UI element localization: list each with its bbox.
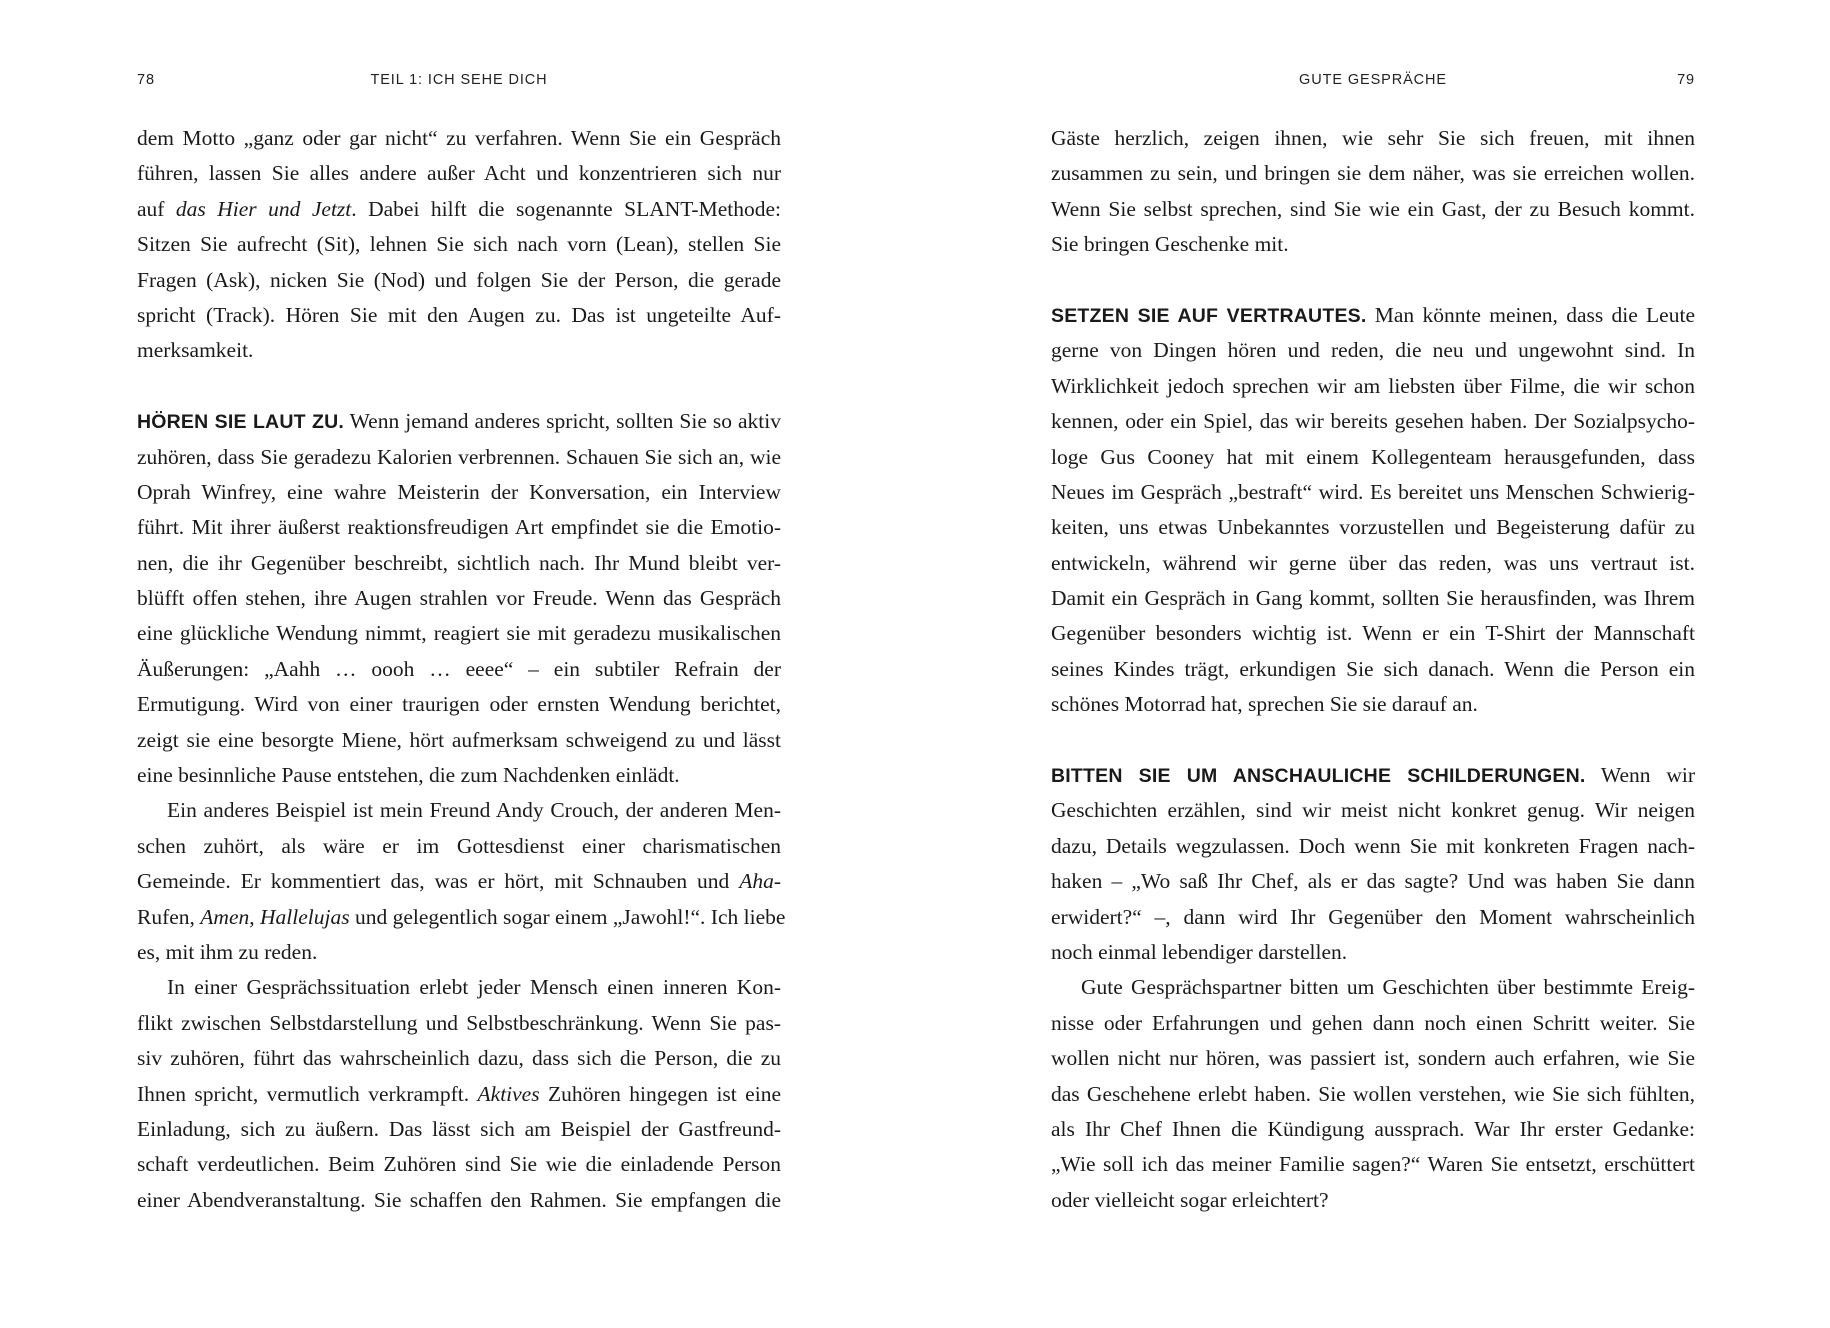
text-run: das Geschehene erlebt haben. Sie wollen verstehen, wie Sie sich fühlten, <box>1051 1081 1695 1106</box>
text-line <box>137 298 781 333</box>
italic-run: Hallelujas <box>260 904 350 929</box>
italic-run: Amen <box>200 904 250 929</box>
text-run: Wenn Sie selbst sprechen, sind Sie wie ein Gast, der zu Besuch kommt. <box>1051 196 1695 221</box>
text-line <box>1051 793 1695 828</box>
text-line <box>1051 333 1695 368</box>
text-run: . Dabei hilft die sogenannte SLANT-Methode: <box>351 196 781 221</box>
text-run: auf <box>137 196 176 221</box>
text-run: Ermutigung. Wird von einer traurigen oder ernsten Wendung berichtet, <box>137 692 781 717</box>
text-line <box>137 864 781 899</box>
text-run: siv zuhören, führt das wahrscheinlich dazu, dass sich die Person, die zu <box>137 1046 781 1071</box>
text-run: wollen nicht nur hören, was passiert ist, sondern auch erfahren, wie Sie <box>1051 1046 1695 1071</box>
text-line <box>1051 121 1695 156</box>
italic-run: Aha <box>739 869 774 894</box>
text-run: - <box>773 869 781 894</box>
text-line <box>137 829 781 864</box>
text-run: Ihnen spricht, vermutlich verkrampft. <box>137 1081 478 1106</box>
text-run: zuhören, dass Sie geradezu Kalorien verbrennen. Schauen Sie sich an, wie <box>137 444 781 469</box>
text-run: Gegenüber besonders wichtig ist. Wenn er ein T-Shirt der Mannschaft <box>1051 621 1695 646</box>
section-heading: BITTEN SIE UM ANSCHAULICHE SCHILDERUNGEN. <box>1051 765 1586 788</box>
page-number: 78 <box>137 72 155 88</box>
text-run: Sitzen Sie aufrecht (Sit), lehnen Sie sich nach vorn (Lean), stellen Sie <box>137 232 781 257</box>
text-line <box>1051 298 1695 333</box>
text-line <box>137 510 781 545</box>
text-run: In einer Gesprächssituation erlebt jeder Mensch einen inneren Kon- <box>167 975 781 1000</box>
text-line <box>137 546 781 581</box>
text-line <box>1051 1112 1695 1147</box>
page-number: 79 <box>1677 72 1695 88</box>
text-run: kennen, oder ein Spiel, das wir bereits gesehen haben. Der Sozialpsycho- <box>1051 409 1695 434</box>
text-line <box>137 900 786 935</box>
running-head <box>1051 72 1695 92</box>
text-run: Oprah Winfrey, eine wahre Meisterin der Konversation, ein Interview <box>137 479 781 504</box>
italic-run: Aktives <box>477 1081 540 1106</box>
text-run: gerne von Dingen hören und reden, die neu und ungewohnt sind. In <box>1051 338 1695 363</box>
text-run: noch einmal lebendiger darstellen. <box>1051 939 1348 964</box>
text-run: erwidert?“ –, dann wird Ihr Gegenüber den Moment wahrscheinlich <box>1051 904 1695 929</box>
text-line <box>1051 440 1695 475</box>
text-line <box>137 970 781 1005</box>
text-run: oder vielleicht sogar erleichtert? <box>1051 1187 1329 1212</box>
text-line <box>137 156 781 191</box>
italic-run: das Hier und Jetzt <box>175 196 352 221</box>
text-line <box>137 581 781 616</box>
text-line <box>1051 900 1695 935</box>
text-run: führen, lassen Sie alles andere außer Acht und konzentrieren sich nur <box>137 161 781 186</box>
text-run: Gemeinde. Er kommentiert das, was er hört, mit Schnauben und <box>137 869 740 894</box>
text-line <box>1051 935 1695 970</box>
text-line <box>137 475 781 510</box>
text-run: schaft verdeutlichen. Beim Zuhören sind Sie wie die einladende Person <box>137 1152 781 1177</box>
text-run: zusammen zu sein, und bringen sie dem näher, was sie erreichen wollen. <box>1051 161 1695 186</box>
blank-line <box>1051 263 1695 298</box>
text-line <box>137 404 781 439</box>
text-run: Man könnte meinen, dass die Leute <box>1366 302 1695 327</box>
text-run: führt. Mit ihrer äußerst reaktionsfreudigen Art empfindet sie die Emotio- <box>137 515 781 540</box>
right-page <box>1051 0 1695 1328</box>
text-line <box>137 793 781 828</box>
text-line <box>137 440 781 475</box>
text-line <box>1051 1041 1695 1076</box>
text-run: Fragen (Ask), nicken Sie (Nod) und folgen Sie der Person, die gerade <box>137 267 781 292</box>
text-line <box>137 1077 781 1112</box>
body-text <box>1051 121 1695 1218</box>
text-run: schönes Motorrad hat, sprechen Sie sie darauf an. <box>1051 692 1478 717</box>
text-line <box>137 1006 781 1041</box>
text-run: „Wie soll ich das meiner Familie sagen?“ Waren Sie entsetzt, erschüttert <box>1051 1152 1695 1177</box>
text-line <box>1051 1006 1695 1041</box>
text-run: flikt zwischen Selbstdarstellung und Selbstbeschränkung. Wenn Sie pas- <box>137 1010 781 1035</box>
text-line <box>137 121 781 156</box>
text-line <box>137 192 781 227</box>
text-run: entwickeln, während wir gerne über das reden, was uns vertraut ist. <box>1051 550 1695 575</box>
text-run: Damit ein Gespräch in Gang kommt, sollten Sie herausfinden, was Ihrem <box>1051 586 1695 611</box>
text-run: dazu, Details wegzulassen. Doch wenn Sie mit konkreten Fragen nach- <box>1051 833 1695 858</box>
text-run: eine glückliche Wendung nimmt, reagiert sie mit geradezu musikalischen <box>137 621 781 646</box>
text-run: Rufen, <box>137 904 201 929</box>
text-run: und gelegentlich sogar einem „Jawohl!“. Ich liebe <box>349 904 786 929</box>
text-line <box>137 227 781 262</box>
blank-line <box>137 369 781 404</box>
text-line <box>137 935 781 970</box>
text-line <box>137 616 781 651</box>
text-line <box>1051 227 1695 262</box>
text-line <box>137 333 781 368</box>
text-run: Gäste herzlich, zeigen ihnen, wie sehr Sie sich freuen, mit ihnen <box>1051 126 1695 150</box>
body-text <box>137 121 786 1218</box>
text-run: keiten, uns etwas Unbekanntes vorzustellen und Begeisterung dafür zu <box>1051 515 1695 540</box>
text-line <box>137 652 781 687</box>
text-run: einer Abendveranstaltung. Sie schaffen den Rahmen. Sie empfangen die <box>137 1187 781 1212</box>
text-line <box>1051 616 1695 651</box>
text-run: spricht (Track). Hören Sie mit den Augen zu. Das ist ungeteilte Auf- <box>137 302 781 327</box>
text-run: nen, die ihr Gegenüber beschreibt, sichtlich nach. Ihr Mund bleibt ver- <box>137 550 781 575</box>
text-run: haken – „Wo saß Ihr Chef, als er das sagte? Und was haben Sie dann <box>1051 869 1695 894</box>
text-line <box>137 758 781 793</box>
section-heading: HÖREN SIE LAUT ZU. <box>137 411 344 434</box>
text-run: Zuhören hingegen ist eine <box>539 1081 781 1106</box>
section-heading: SETZEN SIE AUF VERTRAUTES. <box>1051 304 1367 327</box>
text-run: , <box>249 904 260 929</box>
text-line <box>1051 1147 1695 1182</box>
running-head-title: TEIL 1: ICH SEHE DICH <box>370 72 548 88</box>
text-line <box>1051 829 1695 864</box>
text-line <box>137 723 781 758</box>
text-line <box>137 1147 781 1182</box>
text-run: eine besinnliche Pause entstehen, die zum Nachdenken einlädt. <box>137 763 680 788</box>
text-run: Neues im Gespräch „bestraft“ wird. Es bereitet uns Menschen Schwierig- <box>1051 479 1695 504</box>
text-run: Sie bringen Geschenke mit. <box>1051 232 1289 257</box>
text-line <box>1051 864 1695 899</box>
text-line <box>1051 475 1695 510</box>
text-run: Wenn jemand anderes spricht, sollten Sie so aktiv <box>344 409 781 434</box>
text-line <box>137 1112 781 1147</box>
text-run: schen zuhört, als wäre er im Gottesdienst einer charismatischen <box>137 833 781 858</box>
text-line <box>1051 546 1695 581</box>
left-page <box>137 0 786 1328</box>
text-line <box>1051 581 1695 616</box>
text-run: Wirklichkeit jedoch sprechen wir am liebsten über Filme, die wir schon <box>1051 373 1695 398</box>
text-line <box>137 1183 781 1218</box>
blank-line <box>1051 723 1695 758</box>
text-line <box>1051 192 1695 227</box>
text-run: Gute Gesprächspartner bitten um Geschichten über bestimmte Ereig- <box>1081 975 1695 1000</box>
text-run: Äußerungen: „Aahh … oooh … eeee“ – ein subtiler Refrain der <box>137 656 781 681</box>
text-line <box>1051 404 1695 439</box>
text-run: seines Kindes trägt, erkundigen Sie sich danach. Wenn die Person ein <box>1051 656 1695 681</box>
running-head <box>137 72 781 92</box>
text-run: dem Motto „ganz oder gar nicht“ zu verfahren. Wenn Sie ein Gespräch <box>137 126 781 150</box>
text-line <box>137 263 781 298</box>
text-run: loge Gus Cooney hat mit einem Kollegenteam herausgefunden, dass <box>1051 444 1695 469</box>
text-line <box>1051 1183 1695 1218</box>
text-run: es, mit ihm zu reden. <box>137 939 318 964</box>
text-run: blüfft offen stehen, ihre Augen strahlen vor Freude. Wenn das Gespräch <box>137 586 781 611</box>
text-line <box>1051 758 1695 793</box>
text-line <box>137 1041 781 1076</box>
running-head-title: GUTE GESPRÄCHE <box>1299 72 1447 88</box>
text-run: als Ihr Chef Ihnen die Kündigung aussprach. War Ihr erster Gedanke: <box>1051 1116 1695 1141</box>
text-run: nisse oder Erfahrungen und gehen dann noch einen Schritt weiter. Sie <box>1051 1010 1695 1035</box>
text-run: zeigt sie eine besorgte Miene, hört aufmerksam schweigend zu und lässt <box>137 727 781 752</box>
text-line <box>1051 970 1695 1005</box>
text-run: Einladung, sich zu äußern. Das lässt sich am Beispiel der Gastfreund- <box>137 1116 781 1141</box>
text-run: merksamkeit. <box>137 338 254 363</box>
text-line <box>1051 652 1695 687</box>
text-run: Wenn wir <box>1585 763 1695 788</box>
text-line <box>1051 687 1695 722</box>
text-line <box>1051 1077 1695 1112</box>
text-line <box>1051 369 1695 404</box>
text-line <box>137 687 781 722</box>
text-run: Ein anderes Beispiel ist mein Freund Andy Crouch, der anderen Men- <box>167 798 781 823</box>
text-line <box>1051 510 1695 545</box>
text-line <box>1051 156 1695 191</box>
text-run: Geschichten erzählen, sind wir meist nicht konkret genug. Wir neigen <box>1051 798 1695 823</box>
